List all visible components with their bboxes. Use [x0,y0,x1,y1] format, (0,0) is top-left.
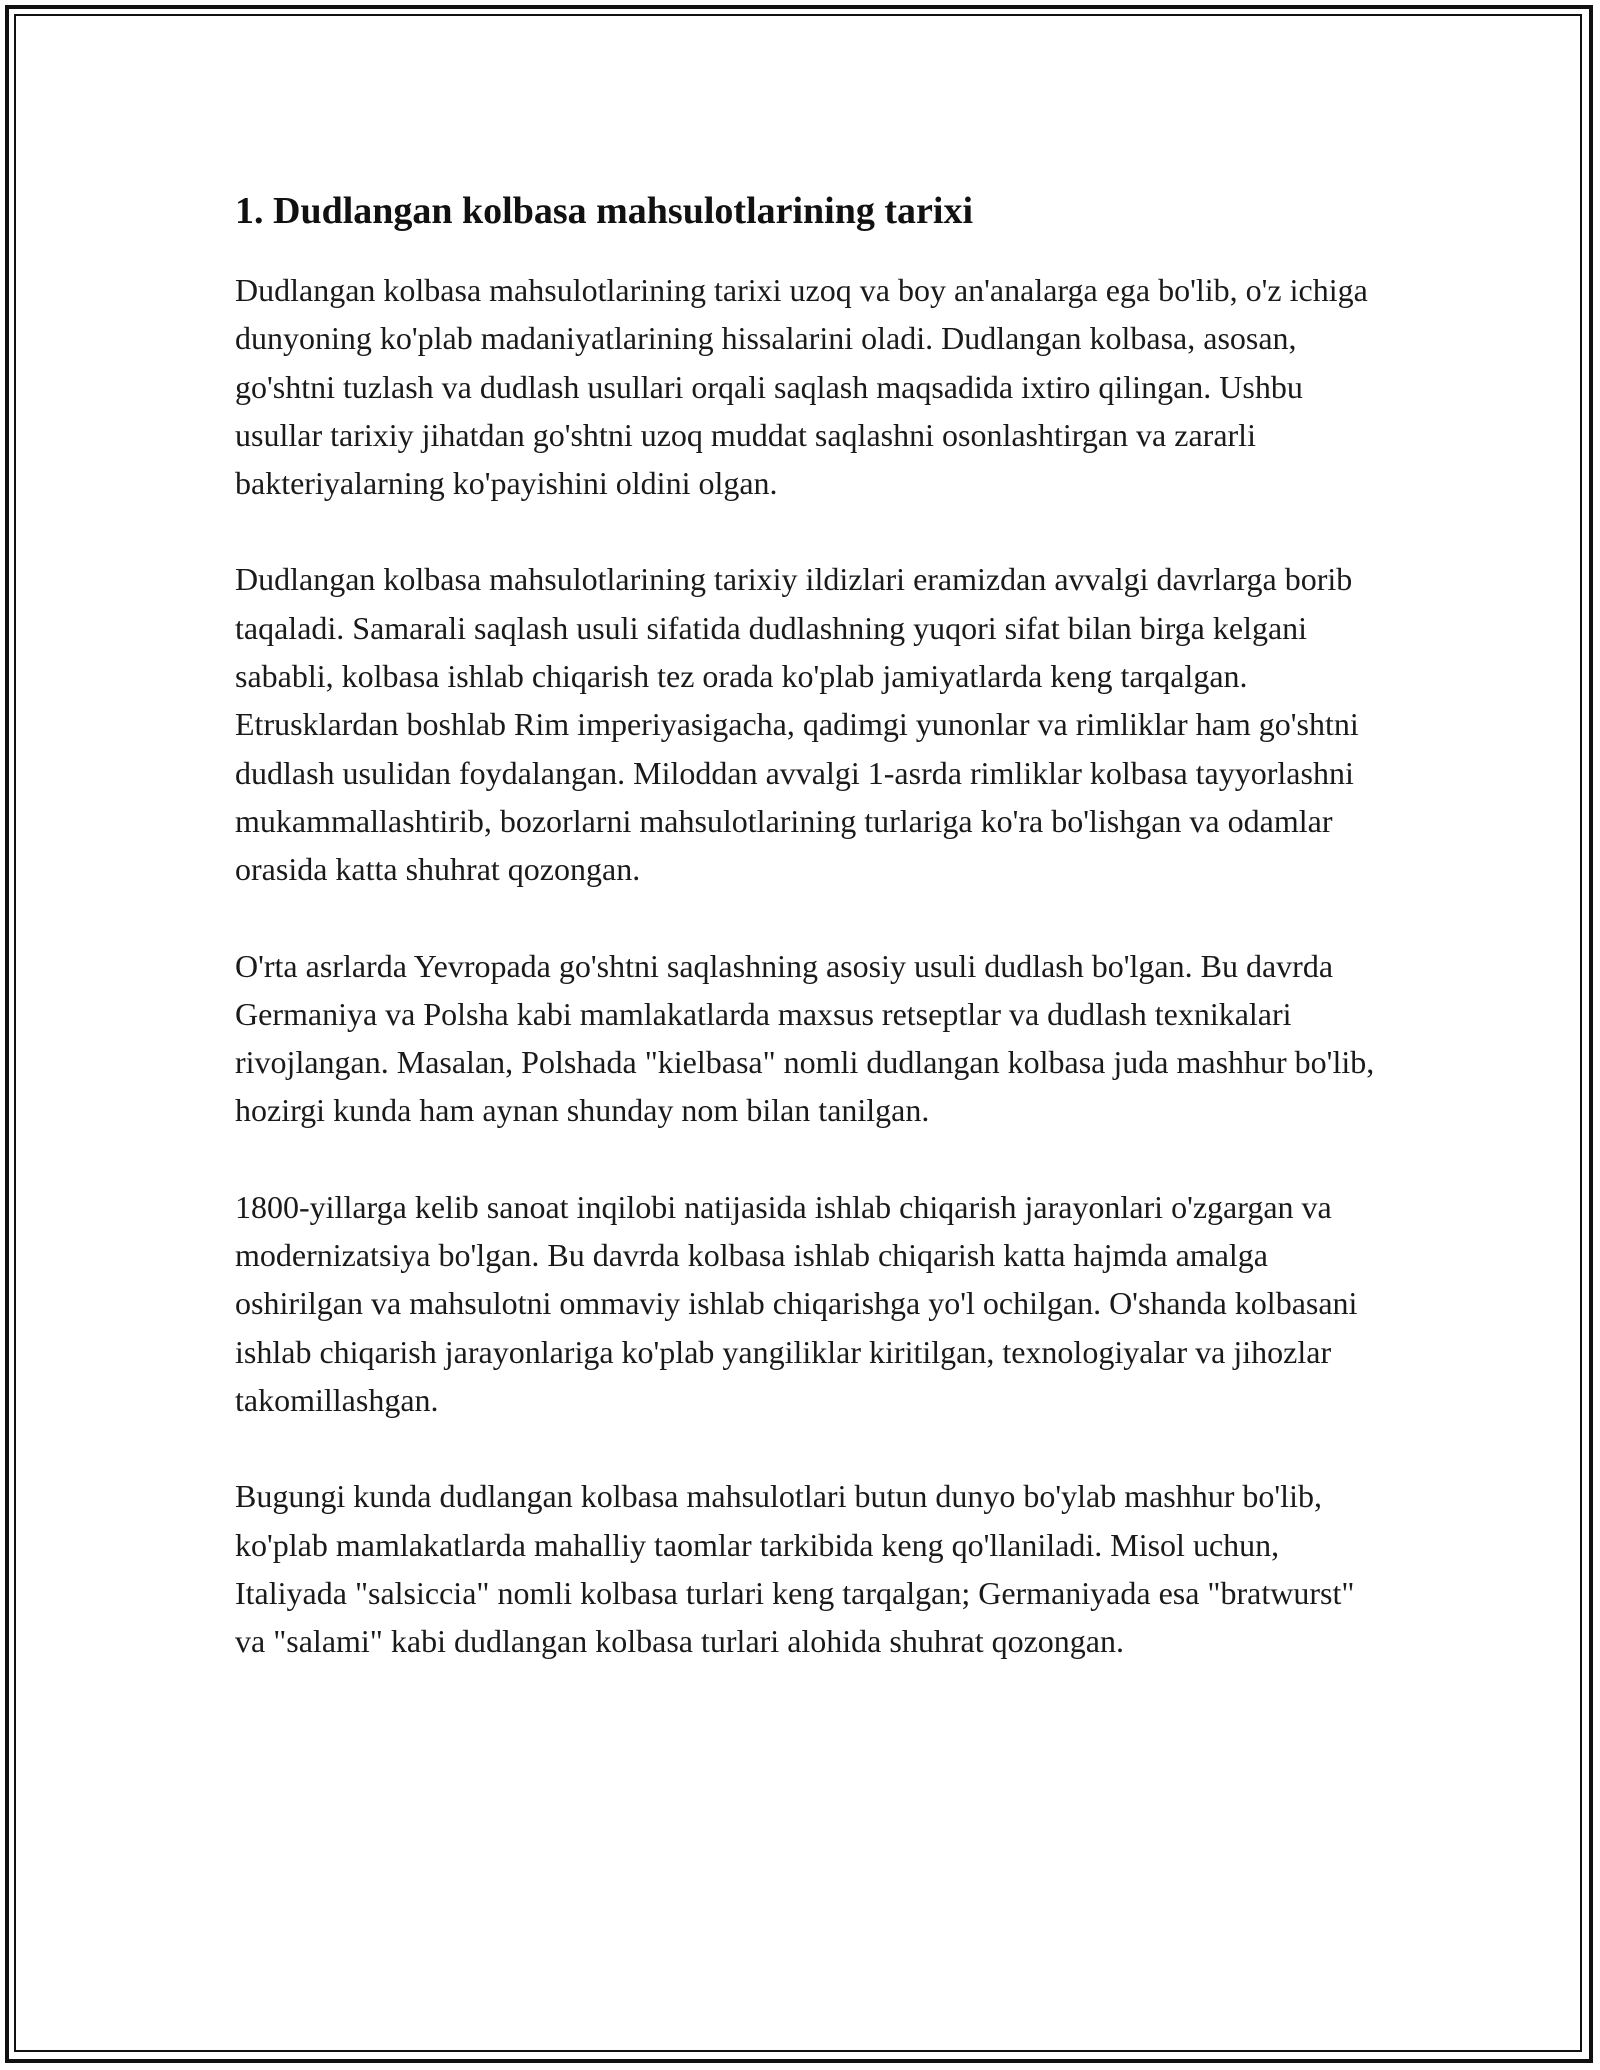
section-heading: 1. Dudlangan kolbasa mahsulotlarining tarixi [235,190,974,232]
document-body [235,186,1375,1713]
paragraph-3: O'rta asrlarda Yevropada go'shtni saqlashning asosiy usuli dudlash bo'lgan. Bu davrda Germaniya va Polsha kabi mamlakatlarda maxsus retseptlar va dudlash texnikalari rivojlangan. Masalan, Polshada "kielbasa" nomli dudlangan kolbasa juda mashhur bo'lib, hozirgi kunda ham aynan shunday nom bilan tanilgan. [235,947,1375,1129]
paragraph-4: 1800-yillarga kelib sanoat inqilobi natijasida ishlab chiqarish jarayonlari o'zgargan va modernizatsiya bo'lgan. Bu davrda kolbasa ishlab chiqarish katta hajmda amalga oshirilgan va mahsulotni ommaviy ishlab chiqarishga yo'l ochilgan. O'shanda kolbasani ishlab chiqarish jarayonlariga ko'plab yangiliklar kiritilgan, texnologiyalar va jihozlar takomillashgan. [235,1188,1358,1418]
paragraph-1: Dudlangan kolbasa mahsulotlarining tarixi uzoq va boy an'analarga ega bo'lib, o'z ichiga dunyoning ko'plab madaniyatlarining hissalarini oladi. Dudlangan kolbasa, asosan, go'shtni tuzlash va dudlash usullari orqali saqlash maqsadida ixtiro qilingan. Ushbu usullar tarixiy jihatdan go'shtni uzoq muddat saqlashni osonlashtirgan va zararli bakteriyalarning ko'payishini oldini olgan. [235,272,1368,502]
paragraph-2: Dudlangan kolbasa mahsulotlarining tarixiy ildizlari eramizdan avvalgi davrlarga borib taqaladi. Samarali saqlash usuli sifatida dudlashning yuqori sifat bilan birga kelgani sababli, kolbasa ishlab chiqarish tez orada ko'plab jamiyatlarda keng tarqalgan. Etrusklardan boshlab Rim imperiyasigacha, qadimgi yunonlar va rimliklar ham go'shtni dudlash usulidan foydalangan. Miloddan avvalgi 1-asrda rimliklar kolbasa tayyorlashni mukammallashtirib, bozorlarni mahsulotlarining turlariga ko'ra bo'lishgan va odamlar orasida katta shuhrat qozongan. [235,561,1359,888]
paragraph-5: Bugungi kunda dudlangan kolbasa mahsulotlari butun dunyo bo'ylab mashhur bo'lib, ko'plab mamlakatlarda mahalliy taomlar tarkibida keng qo'llaniladi. Misol uchun, Italiyada "salsiccia" nomli kolbasa turlari keng tarqalgan; Germaniyada esa "bratwurst" va "salami" kabi dudlangan kolbasa turlari alohida shuhrat qozongan. [235,1478,1355,1660]
